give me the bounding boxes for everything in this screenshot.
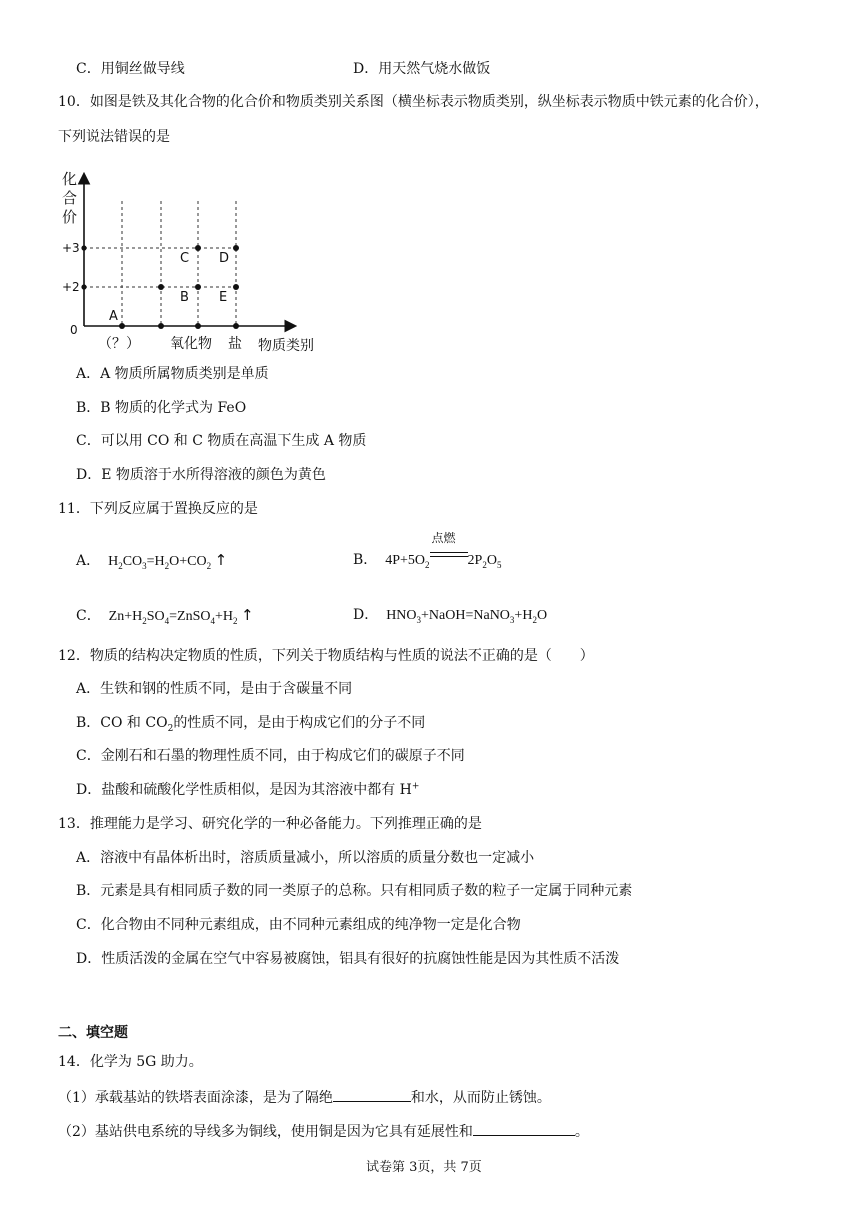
q10-stem-line1: 10．如图是铁及其化合物的化合价和物质类别关系图（横坐标表示物质类别，纵坐标表示物质中铁元素的化合价）， (58, 94, 769, 110)
x-tick-label: （？） (98, 336, 140, 352)
q11-c-label: C． (76, 608, 101, 624)
x-tick-labels (98, 335, 242, 352)
q12-option-d: D．盐酸和硫酸化学性质相似，是因为其溶液中都有 H+ (76, 781, 420, 798)
y-label-char: 价 (62, 208, 78, 226)
q14-blank-2[interactable] (473, 1120, 575, 1136)
point-label-E: E (219, 290, 228, 305)
q13-option-a: A．溶液中有晶体析出时，溶质质量减小，所以溶质的质量分数也一定减小 (76, 850, 535, 866)
y-tick-dot (81, 245, 86, 250)
point-label-A: A (109, 309, 118, 324)
q13-option-c: C．化合物由不同种元素组成，由不同种元素组成的纯净物一定是化合物 (76, 917, 521, 933)
q10-option-a: A．A 物质所属物质类别是单质 (76, 366, 269, 382)
point-C (195, 245, 201, 251)
q10-option-c: C．可以用 CO 和 C 物质在高温下生成 A 物质 (76, 433, 367, 449)
y-label-char: 化 (62, 170, 78, 188)
axis-dot (158, 323, 164, 329)
point-label-B: B (180, 290, 189, 305)
q9-option-c: C．用铜丝做导线 (76, 61, 185, 77)
page-footer: 试卷第 3页，共 7页 (366, 1160, 482, 1175)
y-tick-dot (81, 284, 86, 289)
q11-option-b (353, 531, 502, 571)
q11-b-equation: $4P+5O_2$ 点燃 $2P_2O_5$ (381, 531, 502, 570)
y-axis-label (62, 170, 77, 226)
q14-sub2: （2）基站供电系统的导线多为铜线，使用铜是因为它具有延展性和 。 (58, 1120, 589, 1142)
q11-option-a (76, 550, 227, 572)
q9-option-d: D．用天然气烧水做饭 (353, 61, 491, 77)
section-title: 二、填空题 (58, 1025, 128, 1041)
x-tick-label: 氧化物 (170, 336, 212, 352)
q11-d-label: D． (353, 607, 379, 623)
q14-blank-1[interactable] (333, 1086, 411, 1102)
y-tick-label: +2 (62, 280, 80, 294)
q11-a-label: A． (76, 553, 101, 569)
q11-c-equation: $Zn+H_2SO_4=ZnSO_4+H_2$ ↑ (105, 606, 254, 626)
q10-option-b: B．B 物质的化学式为 FeO (76, 400, 247, 416)
q14-stem: 14．化学为 5G 助力。 (58, 1054, 203, 1070)
q13-option-d: D．性质活泼的金属在空气中容易被腐蚀，铝具有很好的抗腐蚀性能是因为其性质不活泼 (76, 951, 620, 967)
y-tick-label: 0 (70, 323, 78, 337)
q11-a-equation: $H_2CO_3=H_2O+CO_2$ ↑ (104, 551, 228, 571)
q14-sub1: （1）承载基站的铁塔表面涂漆，是为了隔绝 和水，从而防止锈蚀。 (58, 1086, 551, 1108)
q12-stem: 12．物质的结构决定物质的性质，下列关于物质结构与性质的说法不正确的是（ ） (58, 648, 594, 664)
q11-option-c (76, 605, 254, 627)
q10-option-d: D．E 物质溶于水所得溶液的颜色为黄色 (76, 467, 326, 483)
chart-grid (84, 201, 236, 326)
q11-option-d (353, 605, 547, 626)
x-axis-label: 物质类别 (258, 338, 314, 354)
y-tick-label: +3 (62, 241, 80, 255)
q12-option-a: A．生铁和钢的性质不同，是由于含碳量不同 (76, 681, 353, 697)
point-label-D: D (219, 251, 230, 266)
q13-stem: 13．推理能力是学习、研究化学的一种必备能力。下列推理正确的是 (58, 816, 482, 832)
point-label-C: C (180, 251, 190, 266)
y-label-char: 合 (62, 189, 78, 207)
q10-stem-line2: 下列说法错误的是 (58, 129, 170, 145)
iron-valence-chart (58, 165, 338, 357)
y-tick-labels (62, 241, 87, 337)
point-D (233, 245, 239, 251)
q12-option-b: B．CO 和 $CO_2$的性质不同，是由于构成它们的分子不同 (76, 715, 426, 734)
point-B (195, 284, 201, 290)
q11-b-label: B． (353, 552, 378, 568)
x-tick-label: 盐 (228, 336, 242, 352)
point-A (119, 323, 125, 329)
grid-dot (158, 284, 164, 290)
q11-d-equation: $HNO_3+NaOH=NaNO_3+H_2O$ (382, 608, 548, 625)
q13-option-b: B．元素是具有相同质子数的同一类原子的总称。只有相同质子数的粒子一定属于同种元素 (76, 883, 633, 899)
reaction-condition: 点燃 (430, 550, 468, 564)
axis-dot (233, 323, 239, 329)
q12-option-c: C．金刚石和石墨的物理性质不同，由于构成它们的碳原子不同 (76, 748, 465, 764)
q11-stem: 11．下列反应属于置换反应的是 (58, 501, 258, 517)
point-E (233, 284, 239, 290)
axis-dot (195, 323, 201, 329)
